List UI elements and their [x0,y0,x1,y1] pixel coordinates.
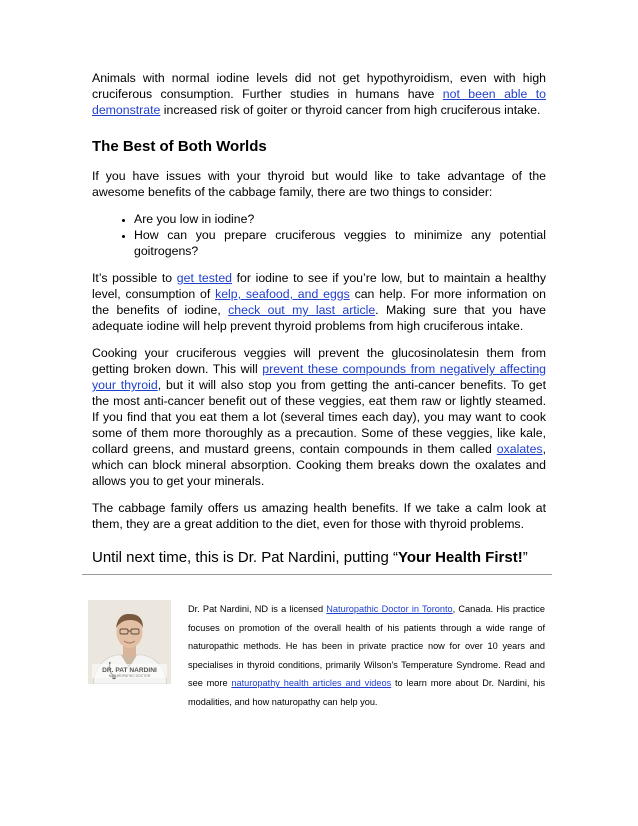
consider-list [92,211,546,259]
text: can help. For more information on the benefits of iodine, [92,287,546,317]
text: for iodine to see if you’re low, but to maintain a healthy level, consumption of [92,271,546,301]
text: , which can block mineral absorption. Cooking them breaks down the oxalates and allows you to get your minerals. [92,442,546,488]
oxalates-link[interactable]: oxalates [496,442,543,456]
iodine-paragraph [92,270,546,334]
text: It’s possible to [92,271,177,285]
text: Animals with normal iodine levels did not get hypothyroidism, even with high cruciferous consumption. Further studies in humans have [92,71,546,101]
text: Cooking your cruciferous veggies will prevent the glucosinolatesin them from getting broken down. This will [92,346,546,376]
list-item: • Are you low in iodine? [134,211,546,227]
article-body [92,70,546,567]
author-photo [88,600,171,684]
list-item: • How can you prepare cruciferous veggies to minimize any potential goitrogens? [134,227,546,259]
text: increased risk of goiter or thyroid cancer from high cruciferous intake. [160,103,541,117]
author-bio [188,600,545,712]
cooking-paragraph [92,345,546,489]
conclusion-paragraph: The cabbage family offers us amazing health benefits. If we take a calm look at them, they are a great addition to the diet, even for those with thyroid problems. [92,501,546,531]
text: . Making sure that you have adequate iodine will help prevent thyroid problems from high cruciferous intake. [92,303,546,333]
divider [82,574,552,575]
section-heading: The Best of Both Worlds [92,138,267,155]
kelp-seafood-eggs-link[interactable]: kelp, seafood, and eggs [215,287,350,301]
text: , but it will also stop you from getting the anti-cancer benefits. To get the most anti-cancer benefit out of these veggies, eat them raw or lightly steamed. If you find that you eat them a lot (several times each day), you may want to cook some of them more thoroughly as a precaution. Some of these veggies, like kale, collard greens, and mustard greens, contain compounds in them called [92,378,547,456]
slogan: Your Health First! [397,549,523,566]
last-article-link[interactable]: check out my last article [228,303,376,317]
health-articles-link[interactable]: naturopathy health articles and videos [231,678,392,689]
text: to learn more about Dr. Nardini, his modalities, and how naturopathy can help you. [188,678,545,707]
photo-caption: DR. PAT NARDINI [102,667,157,674]
bio-paragraph [188,600,545,712]
section-intro: If you have issues with your thyroid but would like to take advantage of the awesome benefits of the cabbage family, there are two things to consider: [92,169,546,199]
prevent-compounds-link[interactable]: prevent these compounds from negatively affecting your thyroid [92,362,546,392]
naturopathic-doctor-link[interactable]: Naturopathic Doctor in Toronto [326,604,453,614]
text: , Canada. His practice focuses on promotion of the overall health of his patients through a wide range of naturopathic methods. He has been in private practice now for over 10 years and specialises in thyroid conditions, primarily Wilson's Temperature Syndrome. Read and see more [188,604,545,689]
text: Dr. Pat Nardini, ND is a licensed [188,604,327,614]
intro-paragraph [92,70,546,118]
photo-subcaption: NATUROPATHIC DOCTOR [108,674,151,678]
author-portrait-image [88,600,171,684]
get-tested-link[interactable]: get tested [176,271,232,285]
closing-line [92,548,546,567]
text: Until next time, this is Dr. Pat Nardini, putting “ [92,549,398,566]
not-been-able-link[interactable]: not been able to demonstrate [92,87,546,117]
text: ” [522,549,528,566]
